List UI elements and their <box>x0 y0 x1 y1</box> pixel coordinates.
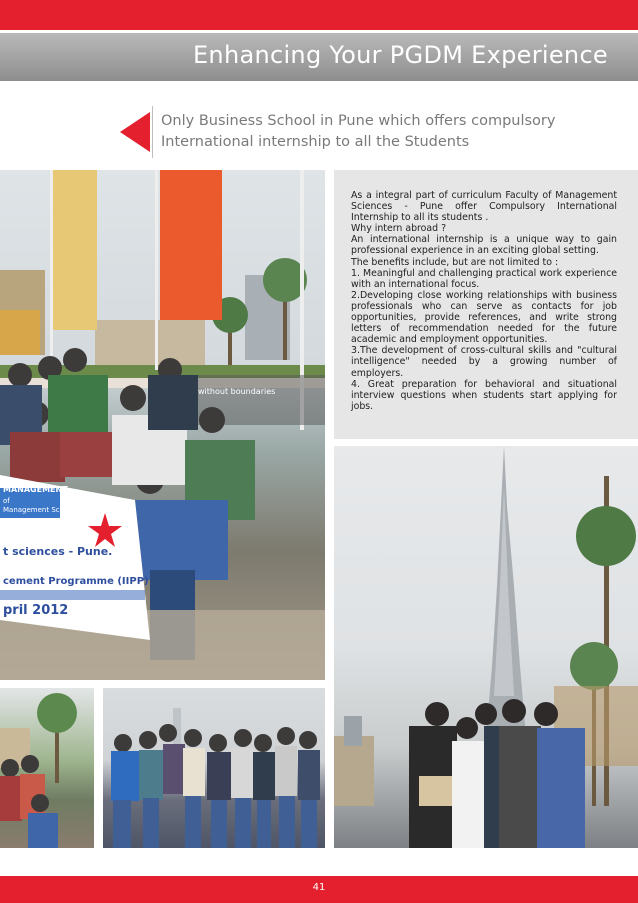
middle-photo-illustration <box>103 688 325 848</box>
page-number: 41 <box>312 882 326 893</box>
small-photo-illustration <box>0 688 94 848</box>
body-text <box>351 190 617 412</box>
burj-khalifa-photo <box>334 446 638 848</box>
banner-line-4: t sciences - Pune. <box>3 545 113 558</box>
paragraph-definition: An international internship is a unique way to gain professional experience in an exciting global setting. <box>351 234 617 257</box>
paragraph-why: Why intern abroad ? <box>351 223 447 235</box>
intro-divider <box>152 106 153 158</box>
top-red-bar <box>0 0 638 30</box>
paragraph-benefits: The benefits include, but are not limited to : <box>351 256 559 268</box>
group-photo-small-middle <box>103 688 325 848</box>
banner-line-2: of <box>3 497 10 505</box>
benefit-2: 2.Developing close working relationships with business professionals who can serve as contacts for job opportunities, provide references, and write strong letters of recommendation needed for the future academic and employment opportunities. <box>351 289 617 346</box>
banner-line-5: cement Programme (IIPP) <box>3 576 149 587</box>
benefit-1: 1. Meaningful and challenging practical work experience with an international focus. <box>351 267 617 290</box>
banner-line-3: Management Sciences <box>3 506 83 514</box>
benefit-3: 3.The development of cross-cultural skills and "cultural intelligence" needed by a growing number of employers. <box>351 345 617 379</box>
intro-line-2: International internship to all the Students <box>161 134 470 150</box>
group-photo-main <box>0 170 325 680</box>
benefit-4: 4. Great preparation for behavioral and situational interview questions when students start applying for jobs. <box>351 378 617 412</box>
group-photo-small-left <box>0 688 94 848</box>
railing-text: without boundaries <box>198 387 276 396</box>
banner-line-1: MANAGEMENT <box>3 485 68 494</box>
tower-photo-illustration <box>334 446 638 848</box>
intro-line-1: Only Business School in Pune which offers compulsory <box>161 113 556 129</box>
red-arrow-icon <box>120 112 150 152</box>
page-title: Enhancing Your PGDM Experience <box>192 41 608 69</box>
intro-text <box>161 111 555 153</box>
paragraph-intro: As a integral part of curriculum Faculty of Management Sciences - Pune offer Compulsory International Internship to all its students . <box>351 190 617 224</box>
banner-line-6: pril 2012 <box>3 603 69 618</box>
